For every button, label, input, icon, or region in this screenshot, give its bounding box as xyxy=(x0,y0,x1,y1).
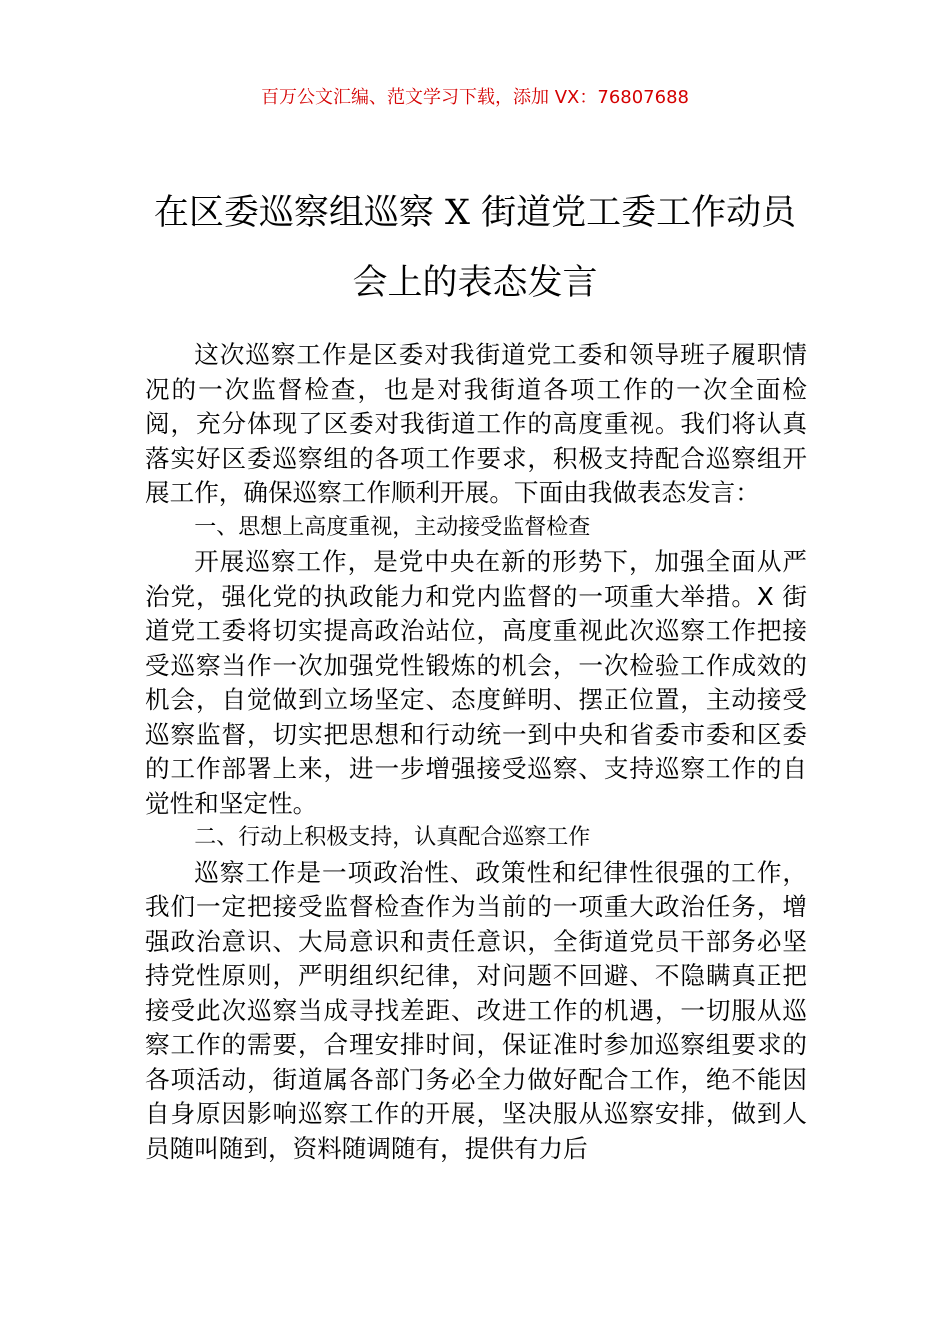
download-notice: 百万公文汇编、范文学习下载，添加 VX：76807688 xyxy=(261,87,689,108)
paragraph-section-1: 开展巡察工作，是党中央在新的形势下，加强全面从严治党，强化党的执政能力和党内监督的一项重大举措。X 街道党工委将切实提高政治站位，高度重视此次巡察工作把接受巡察当作一次加强党性锻炼的机会，一次检验工作成效的机会，自觉做到立场坚定、态度鲜明、摆正位置，主动接受巡察监督，切实把思想和行动统一到中央和省委市委和区委的工作部署上来，进一步增强接受巡察、支持巡察工作的自觉性和坚定性。 xyxy=(145,547,807,818)
section-heading-1: 一、思想上高度重视，主动接受监督检查 xyxy=(194,514,591,540)
document-title xyxy=(100,178,850,318)
document-body xyxy=(145,338,807,1166)
title-line-2: 会上的表态发言 xyxy=(352,263,598,303)
paragraph-section-2: 巡察工作是一项政治性、政策性和纪律性很强的工作，我们一定把接受监督检查作为当前的一项重大政治任务，增强政治意识、大局意识和责任意识，全街道党员干部务必坚持党性原则，严明组织纪律，对问题不回避、不隐瞒真正把接受此次巡察当成寻找差距、改进工作的机遇，一切服从巡察工作的需要，合理安排时间，保证准时参加巡察组要求的各项活动，街道属各部门务必全力做好配合工作，绝不能因自身原因影响巡察工作的开展，坚决服从巡察安排，做到人员随叫随到，资料随调随有，提供有力后 xyxy=(145,857,807,1163)
section-heading-2: 二、行动上积极支持，认真配合巡察工作 xyxy=(194,825,591,850)
title-line-1: 在区委巡察组巡察 X 街道党工委工作动员 xyxy=(153,193,797,233)
paragraph-intro: 这次巡察工作是区委对我街道党工委和领导班子履职情况的一次监督检查，也是对我街道各项工作的一次全面检阅，充分体现了区委对我街道工作的高度重视。我们将认真落实好区委巡察组的各项工作要求，积极支持配合巡察组开展工作，确保巡察工作顺利开展。下面由我做表态发言： xyxy=(145,340,807,507)
